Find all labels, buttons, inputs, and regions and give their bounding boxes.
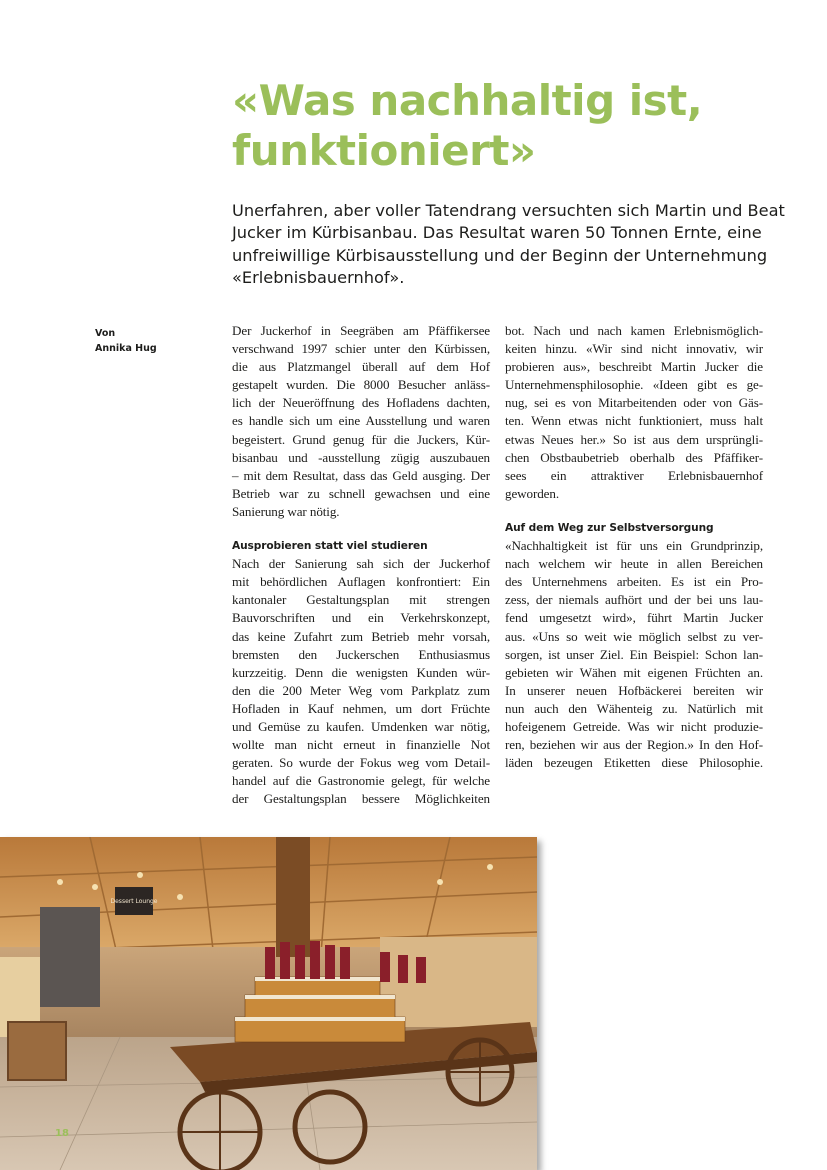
text-line: bot. Nach und nach kamen Erlebnismöglich- — [505, 323, 763, 338]
author-name: Annika Hug — [95, 343, 157, 354]
lead-line: «Erlebnisbauernhof». — [232, 267, 405, 287]
text-line: kantonaler Gestaltungsplan mit strengen — [232, 592, 490, 608]
text-line: handel auf die Gastronomie gelegt, für welche — [232, 773, 490, 789]
paragraph — [232, 555, 490, 808]
text-line: In unserer neuen Hofbäckerei bereiten wir — [505, 682, 763, 698]
farm-shop-photo — [0, 837, 537, 1170]
text-line: nug, sei es von Mitarbeitenden oder von Gäs- — [505, 395, 763, 411]
text-line: das keine Zufahrt zum Betrieb mehr vorsah, — [232, 628, 490, 644]
text-line: keiten hinzu. «Wir sind nicht innovativ, wir — [505, 341, 763, 357]
text-line: ren, beziehen wir aus der Region.» In den Hof- — [505, 737, 763, 753]
byline-label: Von — [95, 328, 116, 339]
text-line: nach welchem wir heute in allen Bereichen — [505, 556, 763, 572]
text-line: etwas Neues her.» So ist aus dem ursprüngli- — [505, 431, 763, 447]
text-line: lich der Neueröffnung des Hofladens dachten, — [232, 395, 490, 411]
article-title — [232, 76, 792, 176]
text-line: ten. Wenn etwas nicht funktioniert, muss halt — [505, 413, 763, 429]
text-column-1 — [232, 322, 490, 808]
lead-line: Unerfahren, aber voller Tatendrang versuchten sich Martin und Beat — [232, 201, 785, 220]
text-line: die aus Platzmangel überall auf dem Hof — [232, 359, 490, 375]
section-heading: Auf dem Weg zur Selbstversorgung — [505, 521, 714, 534]
text-line: chen Obstbaubetrieb oberhalb des Pfäffiker- — [505, 449, 763, 465]
text-line: zess, der niemals aufhört und der bei uns lau- — [505, 592, 763, 608]
text-line: der Gestaltungsplan bessere Möglichkeiten — [232, 791, 490, 807]
text-line: – mit dem Resultat, dass das Geld ausging. Der — [232, 467, 490, 483]
text-column-2 — [505, 322, 763, 772]
text-line: den die 200 Meter Weg vom Parkplatz zum — [232, 682, 490, 698]
section-heading: Ausprobieren statt viel studieren — [232, 540, 428, 553]
text-line: kurzzeitig. Denn die wenigsten Kunden wür- — [232, 664, 490, 680]
byline — [95, 326, 157, 356]
text-line: probieren aus», beschreibt Martin Jucker die — [505, 359, 763, 375]
text-line: es handle sich um eine Ausstellung und waren — [232, 413, 490, 429]
text-line: bisanbau und -ausstellung zügig auszubauen — [232, 449, 490, 465]
text-line: geworden. — [505, 485, 560, 501]
paragraph — [505, 537, 763, 772]
text-line: bremsten den Juckerschen Enthusiasmus — [232, 646, 490, 662]
article-lead — [232, 200, 785, 289]
text-line: verschwand 1997 schier unter den Kürbissen, — [232, 341, 490, 357]
text-line: Bauvorschriften und ein Verkehrskonzept, — [232, 610, 490, 626]
text-line: läden bezeugen Etiketten diese Philosophie. — [505, 755, 763, 771]
text-line: geraten. So wurde der Fokus weg vom Detail- — [232, 755, 490, 771]
text-line: des Unternehmens arbeiten. Es ist ein Pro- — [505, 574, 763, 590]
text-line: sees ein attraktiver Erlebnisbauernhof — [505, 467, 763, 483]
text-line: fend umgesetzt wird», führt Martin Jucker — [505, 610, 763, 626]
lead-line: Jucker im Kürbisanbau. Das Resultat waren 50 Tonnen Ernte, eine — [232, 223, 762, 243]
lead-line: unfreiwillige Kürbisausstellung und der Beginn der Unternehmung — [232, 245, 768, 265]
text-line: gebieten wir Wähen mit eigenen Früchten an. — [505, 664, 763, 680]
text-line: wollte man nicht erneut in finanzielle Not — [232, 737, 490, 753]
text-line: aus. «Uns so weit wie möglich selbst zu ver- — [505, 628, 763, 644]
text-line: «Nachhaltigkeit ist für uns ein Grundprinzip, — [505, 538, 763, 554]
text-line: Betrieb war zu schnell gewachsen und eine — [232, 485, 490, 501]
title-line: funktioniert» — [232, 126, 536, 175]
text-line: Unternehmensphilosophie. «Ideen gibt es ge- — [505, 377, 763, 393]
paragraph — [232, 322, 490, 521]
text-line: Sanierung war nötig. — [232, 503, 340, 519]
paragraph — [505, 322, 763, 503]
text-line: hofeigenem Getreide. Was wir nicht produzie- — [505, 718, 763, 734]
text-line: begeistert. Grund genug für die Juckers, Kür- — [232, 431, 490, 447]
text-line: nun auch den Wähenteig zu. Natürlich mit — [505, 700, 763, 716]
text-line: Nach der Sanierung sah sich der Juckerhof — [232, 556, 490, 572]
text-line: Der Juckerhof in Seegräben am Pfäffikersee — [232, 323, 490, 338]
text-line: gestapelt wurden. Die 8000 Besucher anläss- — [232, 377, 490, 393]
text-line: und Gemüse zu kaufen. Umdenken war nötig, — [232, 718, 490, 734]
shop-sign: Dessert Lounge — [110, 898, 158, 905]
title-line: «Was nachhaltig ist, — [232, 76, 703, 125]
page-number: 18 — [55, 1128, 69, 1139]
text-line: mit behördlichen Auflagen konfrontiert: Ein — [232, 574, 490, 590]
text-line: sorgen, ist unser Ziel. Ein Beispiel: Schon lan- — [505, 646, 763, 662]
text-line: Hofladen in Kauf nehmen, um dort Früchte — [232, 700, 490, 716]
